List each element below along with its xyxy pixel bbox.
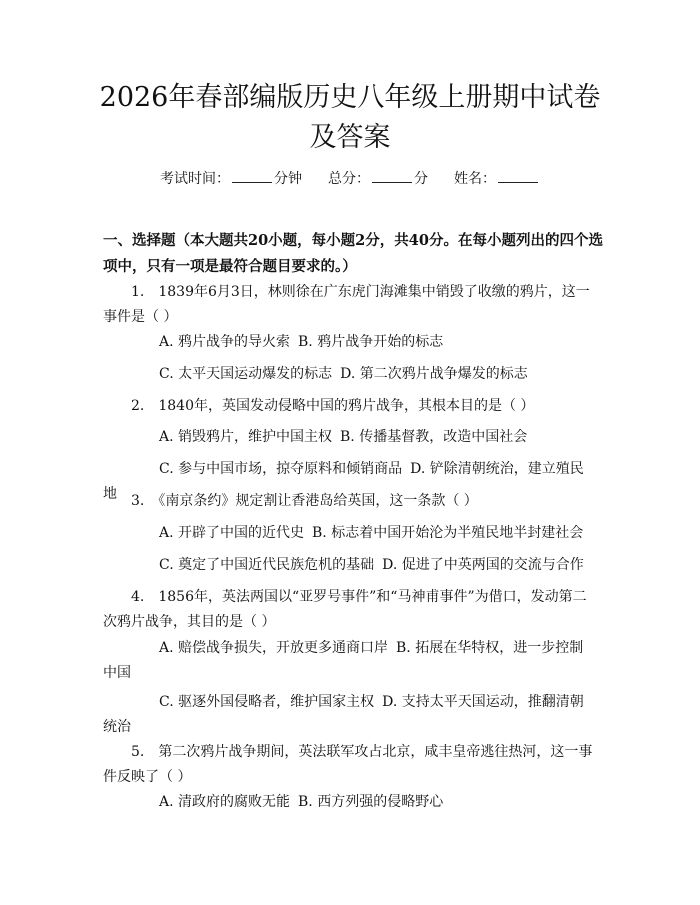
option-c: C. 参与中国市场，掠夺原料和倾销商品 <box>159 461 403 477</box>
option-b: B. 鸦片战争开始的标志 <box>298 334 444 350</box>
option-c: C. 奠定了中国近代民族危机的基础 <box>159 557 375 573</box>
time-unit: 分钟 <box>274 171 302 187</box>
score-unit: 分 <box>414 171 428 187</box>
option-c: C. 驱逐外国侵略者，维护国家主权 <box>159 694 375 710</box>
option-b: B. 传播基督教，改造中国社会 <box>340 429 528 445</box>
option-d: D. 促进了中英两国的交流与合作 <box>382 557 584 573</box>
question-3-options-row-1 <box>103 521 596 546</box>
question-4-options-row-1 <box>103 636 596 686</box>
option-d: D. 铲除清朝统治，建立殖民地 <box>103 461 584 502</box>
question-5: 5. 第二次鸦片战争期间，英法联军攻占北京，咸丰皇帝逃往热河，这一事件反映了（ ） <box>103 744 593 785</box>
question-2-options-row-1 <box>103 425 596 450</box>
question-3-options-row-2 <box>103 553 596 578</box>
question-5-options-row-1 <box>103 790 596 815</box>
option-a: A. 清政府的腐败无能 <box>159 794 291 810</box>
option-a: A. 开辟了中国的近代史 <box>159 525 305 541</box>
option-d: D. 支持太平天国运动，推翻清朝统治 <box>103 694 584 735</box>
option-b: B. 西方列强的侵略野心 <box>298 794 444 810</box>
time-label: 考试时间： <box>160 171 230 187</box>
score-blank <box>372 168 412 183</box>
option-a: A. 销毁鸦片，维护中国主权 <box>159 429 333 445</box>
exam-title: 2026年春部编版历史八年级上册期中试卷及答案 <box>99 82 601 153</box>
name-blank <box>498 168 538 183</box>
question-1: 1. 1839年6月3日，林则徐在广东虎门海滩集中销毁了收缴的鸦片，这一事件是（ ） <box>103 284 590 325</box>
exam-meta <box>0 168 700 189</box>
option-a: A. 鸦片战争的导火索 <box>159 334 291 350</box>
question-4-options-row-2 <box>103 690 596 740</box>
option-c: C. 太平天国运动爆发的标志 <box>159 366 333 382</box>
time-blank <box>232 168 272 183</box>
option-b: B. 拓展在华特权，进一步控制中国 <box>103 640 584 681</box>
section-heading: 一、选择题（本大题共20小题，每小题2分，共40分。在每小题列出的四个选项中，只有一项是最符合题目要求的。） <box>103 232 603 275</box>
option-a: A. 赔偿战争损失，开放更多通商口岸 <box>159 640 389 656</box>
question-1-options-row-1 <box>103 330 596 355</box>
score-label: 总分： <box>328 171 370 187</box>
question-3: 3. 《南京条约》规定割让香港岛给英国，这一条款（ ） <box>131 493 478 509</box>
name-label: 姓名： <box>454 171 496 187</box>
question-2: 2. 1840年，英国发动侵略中国的鸦片战争，其根本目的是（ ） <box>131 398 535 414</box>
question-4: 4. 1856年，英法两国以“亚罗号事件”和“马神甫事件”为借口，发动第二次鸦片战争，其目的是（ ） <box>103 589 587 630</box>
question-1-options-row-2 <box>103 362 596 387</box>
option-b: B. 标志着中国开始沦为半殖民地半封建社会 <box>312 525 584 541</box>
option-d: D. 第二次鸦片战争爆发的标志 <box>340 366 528 382</box>
